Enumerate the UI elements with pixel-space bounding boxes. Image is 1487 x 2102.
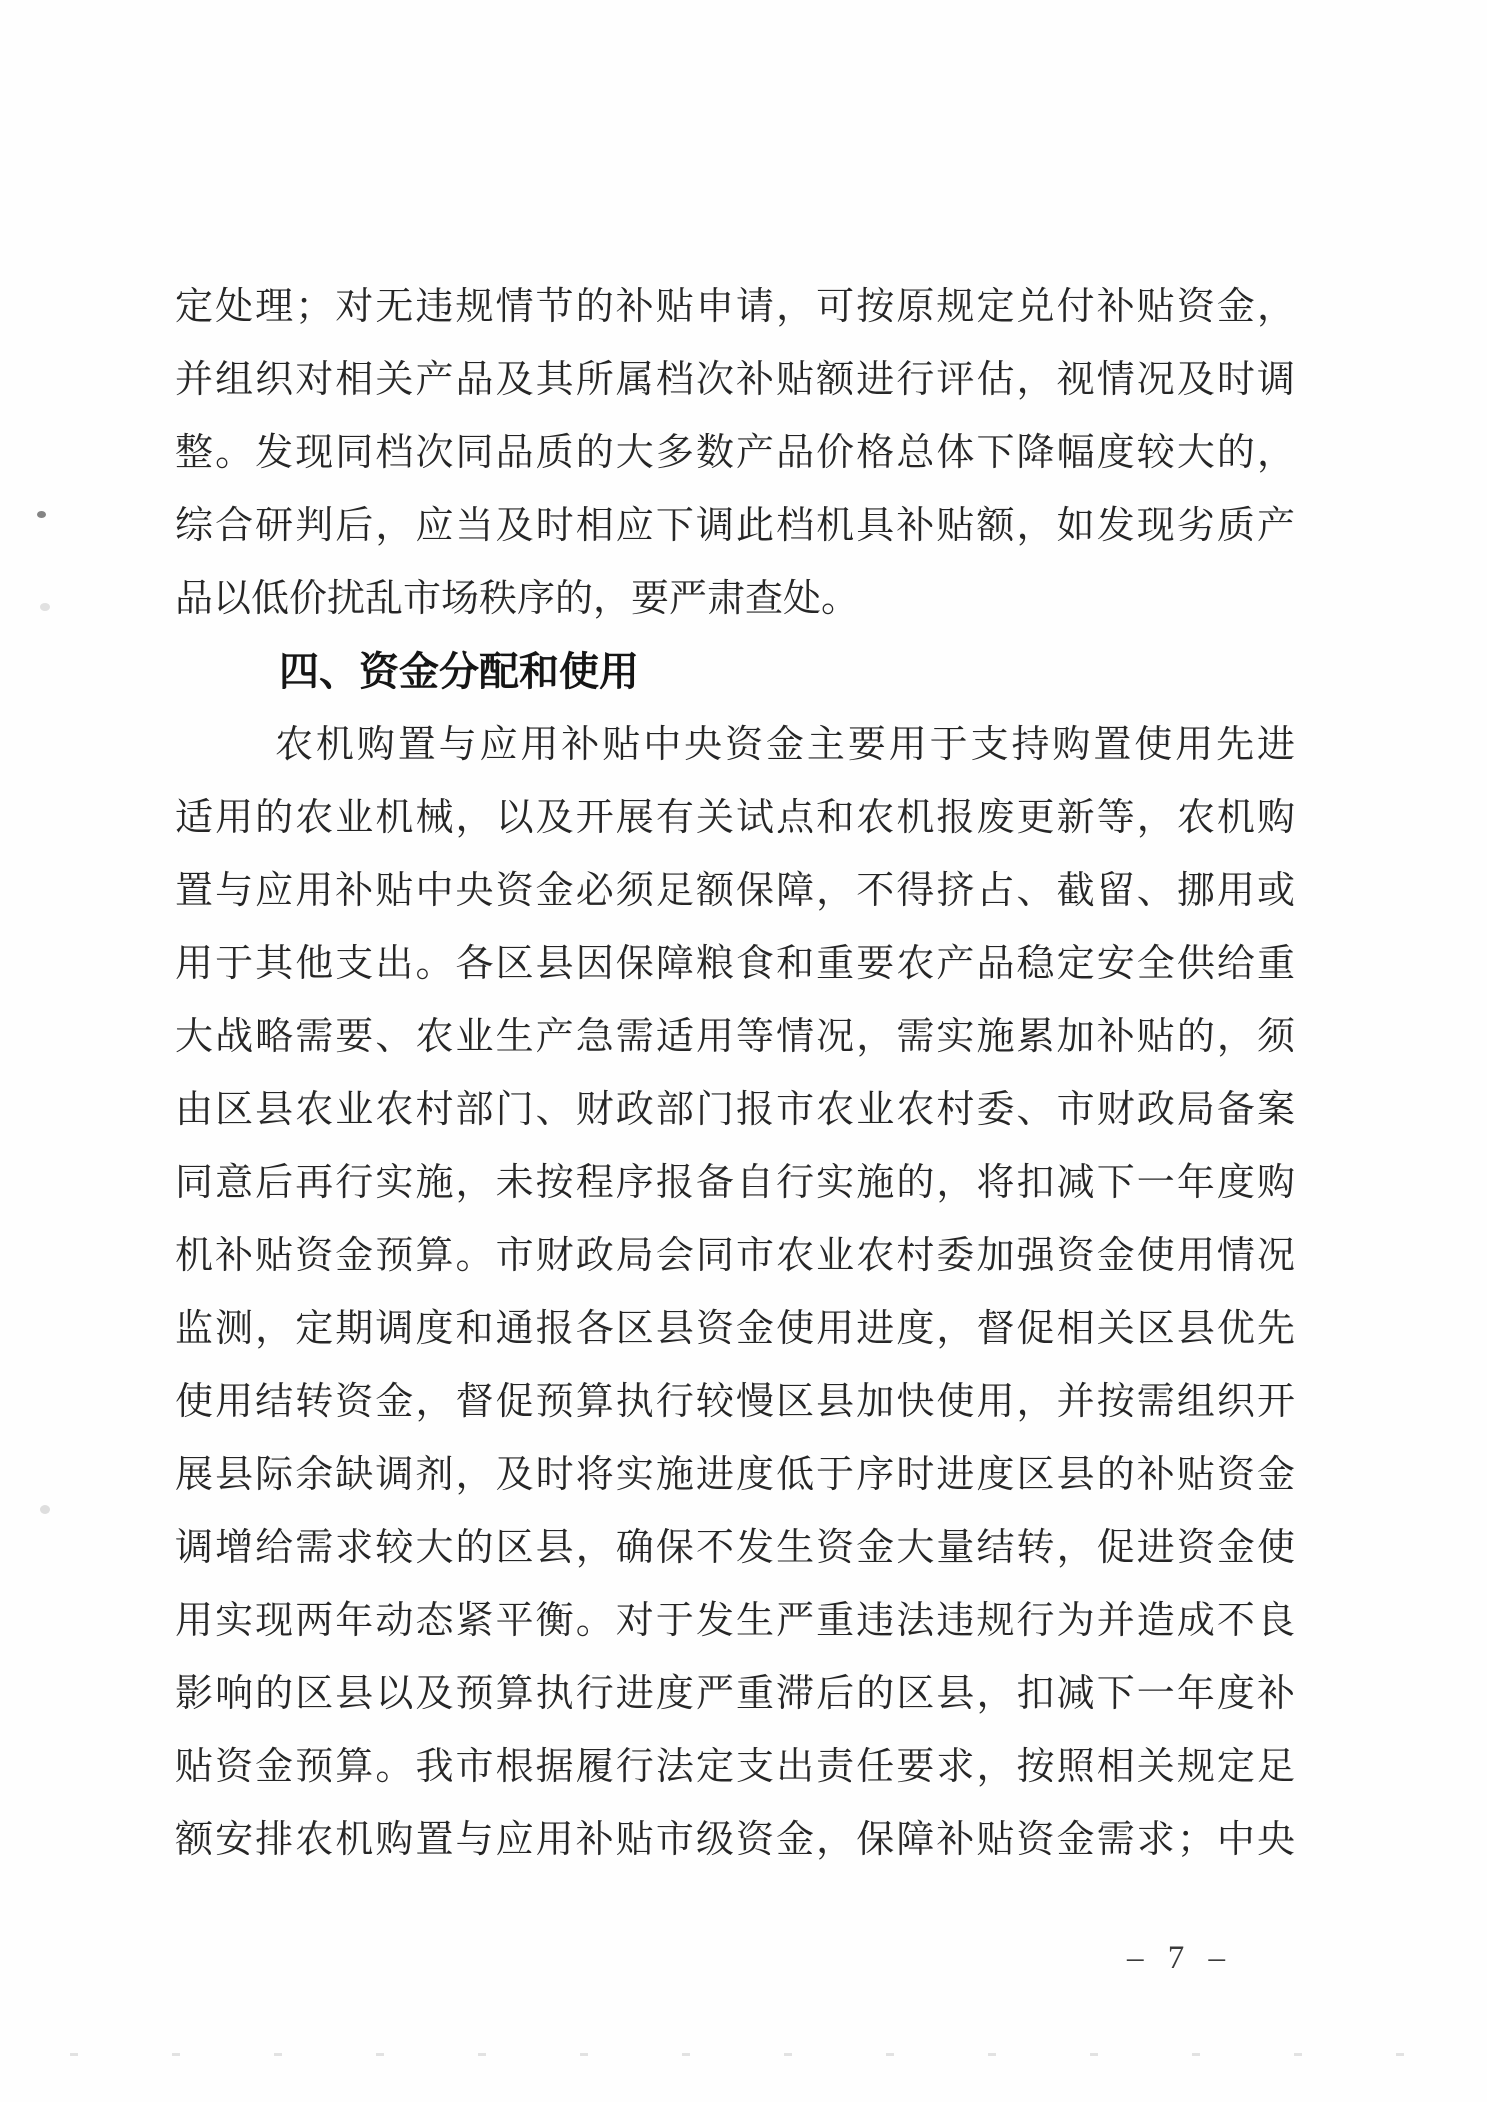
body-line: 农机购置与应用补贴中央资金主要用于支持购置使用先进 <box>275 724 1295 766</box>
body-line: 调增给需求较大的区县，确保不发生资金大量结转，促进资金使 <box>175 1527 1295 1569</box>
body-line: 影响的区县以及预算执行进度严重滞后的区县，扣减下一年度补 <box>175 1673 1295 1715</box>
body-line: 由区县农业农村部门、财政部门报市农业农村委、市财政局备案 <box>175 1089 1295 1131</box>
body-line: 并组织对相关产品及其所属档次补贴额进行评估，视情况及时调 <box>175 359 1295 401</box>
body-line: 置与应用补贴中央资金必须足额保障，不得挤占、截留、挪用或 <box>175 870 1295 912</box>
scan-artifact <box>40 1505 50 1514</box>
section-heading: 四、资金分配和使用 <box>279 650 639 694</box>
body-line: 监测，定期调度和通报各区县资金使用进度，督促相关区县优先 <box>175 1308 1295 1350</box>
scan-artifact <box>37 511 46 518</box>
body-line: 综合研判后，应当及时相应下调此档机具补贴额，如发现劣质产 <box>175 505 1295 547</box>
body-line: 定处理；对无违规情节的补贴申请，可按原规定兑付补贴资金， <box>175 286 1295 328</box>
body-line: 品以低价扰乱市场秩序的，要严肃查处。 <box>175 578 860 620</box>
body-line: 贴资金预算。我市根据履行法定支出责任要求，按照相关规定足 <box>175 1746 1295 1788</box>
document-body <box>175 271 1295 1877</box>
body-line: 用于其他支出。各区县因保障粮食和重要农产品稳定安全供给重 <box>175 943 1295 985</box>
page-number: – 7 – <box>1127 1940 1233 1976</box>
body-line: 适用的农业机械，以及开展有关试点和农机报废更新等，农机购 <box>175 797 1295 839</box>
body-line: 展县际余缺调剂，及时将实施进度低于序时进度区县的补贴资金 <box>175 1454 1295 1496</box>
scan-artifact <box>70 2053 1430 2056</box>
body-line: 使用结转资金，督促预算执行较慢区县加快使用，并按需组织开 <box>175 1381 1295 1423</box>
body-line: 大战略需要、农业生产急需适用等情况，需实施累加补贴的，须 <box>175 1016 1295 1058</box>
body-line: 机补贴资金预算。市财政局会同市农业农村委加强资金使用情况 <box>175 1235 1295 1277</box>
body-line: 整。发现同档次同品质的大多数产品价格总体下降幅度较大的， <box>175 432 1295 474</box>
scan-artifact <box>40 603 50 611</box>
body-line: 用实现两年动态紧平衡。对于发生严重违法违规行为并造成不良 <box>175 1600 1295 1642</box>
body-line: 额安排农机购置与应用补贴市级资金，保障补贴资金需求；中央 <box>175 1819 1295 1861</box>
body-line: 同意后再行实施，未按程序报备自行实施的，将扣减下一年度购 <box>175 1162 1295 1204</box>
